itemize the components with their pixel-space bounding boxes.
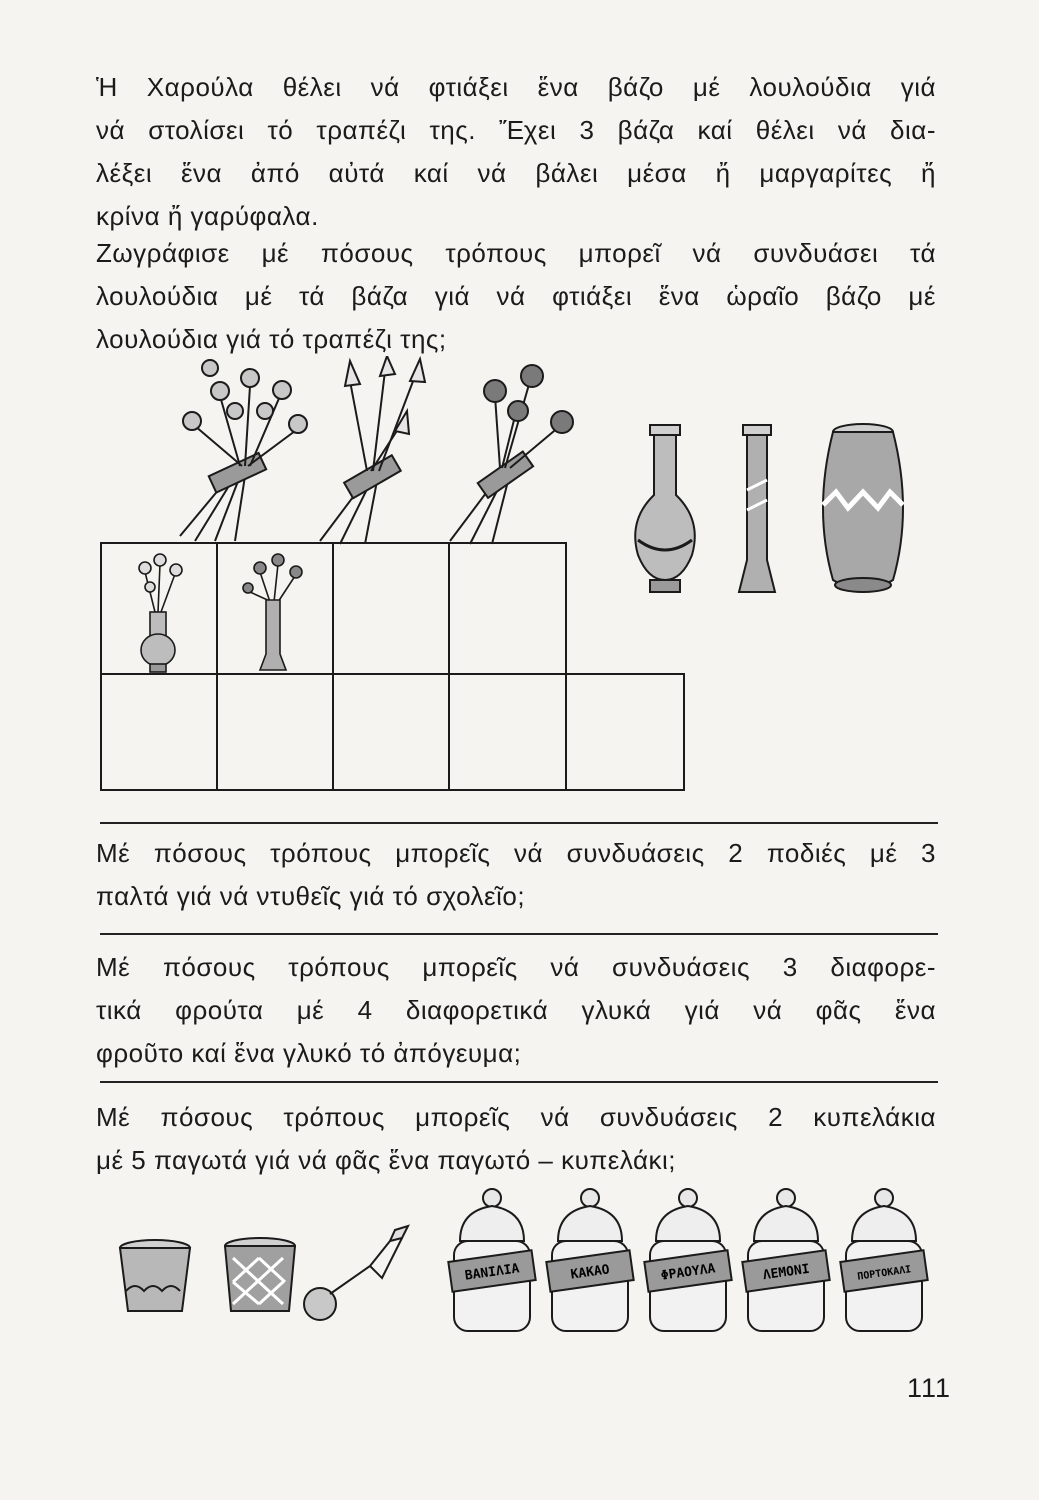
answer-line (100, 1081, 938, 1083)
cup-icon (120, 1240, 190, 1311)
question-3-line: μέ 5 παγωτά γιά νά φᾶς ἕνα παγωτό – κυπελάκι; (96, 1145, 677, 1175)
jar-label: ΛΕΜΟΝΙ (761, 1261, 811, 1284)
lilies-bouquet-icon (320, 356, 425, 544)
jar-label: ΒΑΝΙΛΙΑ (464, 1261, 521, 1284)
ice-cream-scoop-icon (304, 1226, 408, 1320)
question-3 (96, 1096, 936, 1182)
page-number: 111 (906, 1373, 951, 1403)
tall-vase-icon (739, 425, 775, 592)
jar-label: ΦΡΑΟΥΛΑ (660, 1261, 717, 1284)
jar-label: ΚΑΚΑΟ (569, 1262, 611, 1283)
question-1 (96, 832, 936, 918)
question-2-line: Μέ πόσους τρόπους μπορεῖς νά συνδυάσεις 3 διαφορε- (96, 952, 936, 982)
question-1-line: παλτά γιά νά ντυθεῖς γιά τό σχολεῖο; (96, 881, 526, 911)
intro-line: νά στολίσει τό τραπέζι της. Ἔχει 3 βάζα καί θέλει νά δια- (96, 115, 936, 145)
instruction-line: λουλούδια γιά τό τραπέζι της; (96, 324, 447, 354)
ice-cream-jar (644, 1189, 731, 1331)
intro-paragraph (96, 66, 936, 238)
striped-vase-icon (823, 424, 903, 592)
ice-cream-jar (840, 1189, 927, 1331)
ice-cream-jar (448, 1189, 535, 1331)
question-2 (96, 946, 936, 1075)
question-1-line: Μέ πόσους τρόπους μπορεῖς νά συνδυάσεις 2 ποδιές μέ 3 (96, 838, 936, 868)
intro-line: κρίνα ἤ γαρύφαλα. (96, 201, 319, 231)
question-2-line: φροῦτο καί ἕνα γλυκό τό ἀπόγευμα; (96, 1038, 522, 1068)
grid-bottom-row (101, 674, 684, 790)
cup-icon (225, 1238, 295, 1311)
ice-cream-jar (742, 1189, 829, 1331)
ice-cream-illustration (110, 1186, 950, 1336)
ice-cream-jar (546, 1189, 633, 1331)
instruction-paragraph (96, 232, 936, 361)
question-2-line: τικά φρούτα μέ 4 διαφορετικά γλυκά γιά νά φᾶς ἕνα (96, 995, 936, 1025)
flower-bouquets-illustration (170, 356, 590, 546)
question-3-line: Μέ πόσους τρόπους μπορεῖς νά συνδυάσεις 2 κυπελάκια (96, 1102, 936, 1132)
intro-line: Ἡ Χαρούλα θέλει νά φτιάξει ἕνα βάζο μέ λουλούδια γιά (96, 72, 936, 102)
instruction-line: λουλούδια μέ τά βάζα γιά νά φτιάξει ἕνα ὡραῖο βάζο μέ (96, 281, 936, 311)
carnations-bouquet-icon (450, 365, 573, 544)
example-daisies-in-round-vase-icon (139, 554, 182, 672)
answer-line (100, 933, 938, 935)
jar-label: ΠΟΡΤΟΚΑΛΙ (856, 1264, 912, 1283)
instruction-line: Ζωγράφισε μέ πόσους τρόπους μπορεῖ νά συνδυάσει τά (96, 238, 936, 268)
intro-line: λέξει ἕνα ἀπό αὐτά καί νά βάλει μέσα ἤ μαργαρίτες ἤ (96, 158, 936, 188)
answer-line (100, 822, 938, 824)
drawing-grid (100, 542, 690, 792)
daisies-bouquet-icon (180, 360, 307, 541)
example-carnations-in-tall-vase-icon (243, 554, 302, 670)
